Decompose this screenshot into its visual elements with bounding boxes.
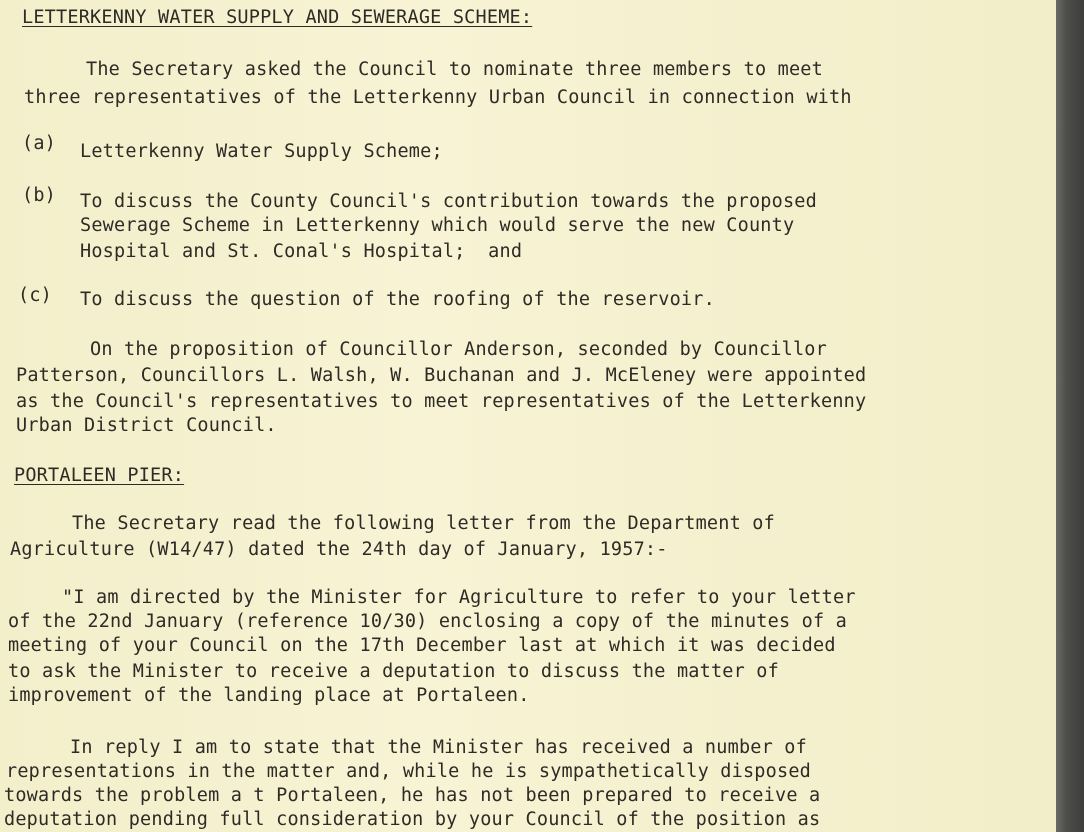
letter-line: improvement of the landing place at Portaleen. <box>8 685 530 706</box>
letter-line: towards the problem a t Portaleen, he has not been prepared to receive a <box>4 785 821 806</box>
list-marker: (a) <box>22 133 57 154</box>
letter-line: In reply I am to state that the Minister has received a number of <box>70 737 807 758</box>
paragraph-line: Urban District Council. <box>16 415 277 436</box>
section-heading-water-supply: LETTERKENNY WATER SUPPLY AND SEWERAGE SCHEME: <box>22 7 533 28</box>
paragraph-line: Agriculture (W14/47) dated the 24th day of January, 1957:- <box>10 539 668 560</box>
paragraph-line: The Secretary read the following letter from the Department of <box>72 513 775 534</box>
list-item-text: To discuss the question of the roofing of the reservoir. <box>80 289 715 310</box>
page-edge-shadow <box>1056 0 1084 832</box>
paragraph-line: Patterson, Councillors L. Walsh, W. Buchanan and J. McEleney were appointed <box>16 365 867 386</box>
paragraph-line: On the proposition of Councillor Anderson, seconded by Councillor <box>90 339 827 360</box>
list-item-text: Letterkenny Water Supply Scheme; <box>80 141 443 162</box>
list-marker: (c) <box>18 285 53 306</box>
list-item-text: Hospital and St. Conal's Hospital; and <box>80 241 523 262</box>
letter-line: deputation pending full consideration by your Council of the position as <box>4 809 821 830</box>
letter-line: representations in the matter and, while he is sympathetically disposed <box>6 761 811 782</box>
section-heading-portaleen-pier: PORTALEEN PIER: <box>14 465 185 486</box>
list-marker: (b) <box>22 185 57 206</box>
paragraph-line: three representatives of the Letterkenny Urban Council in connection with <box>24 87 852 108</box>
letter-line: of the 22nd January (reference 10/30) enclosing a copy of the minutes of a <box>8 611 848 632</box>
list-item-text: To discuss the County Council's contribution towards the proposed <box>80 191 817 212</box>
paragraph-line: as the Council's representatives to meet representatives of the Letterkenny <box>16 391 867 412</box>
letter-line: to ask the Minister to receive a deputation to discuss the matter of <box>8 661 779 682</box>
letter-line: meeting of your Council on the 17th December last at which it was decided <box>8 635 836 656</box>
paragraph-line: The Secretary asked the Council to nominate three members to meet <box>86 59 823 80</box>
letter-line: "I am directed by the Minister for Agriculture to refer to your letter <box>62 587 856 608</box>
list-item-text: Sewerage Scheme in Letterkenny which would serve the new County <box>80 215 795 236</box>
